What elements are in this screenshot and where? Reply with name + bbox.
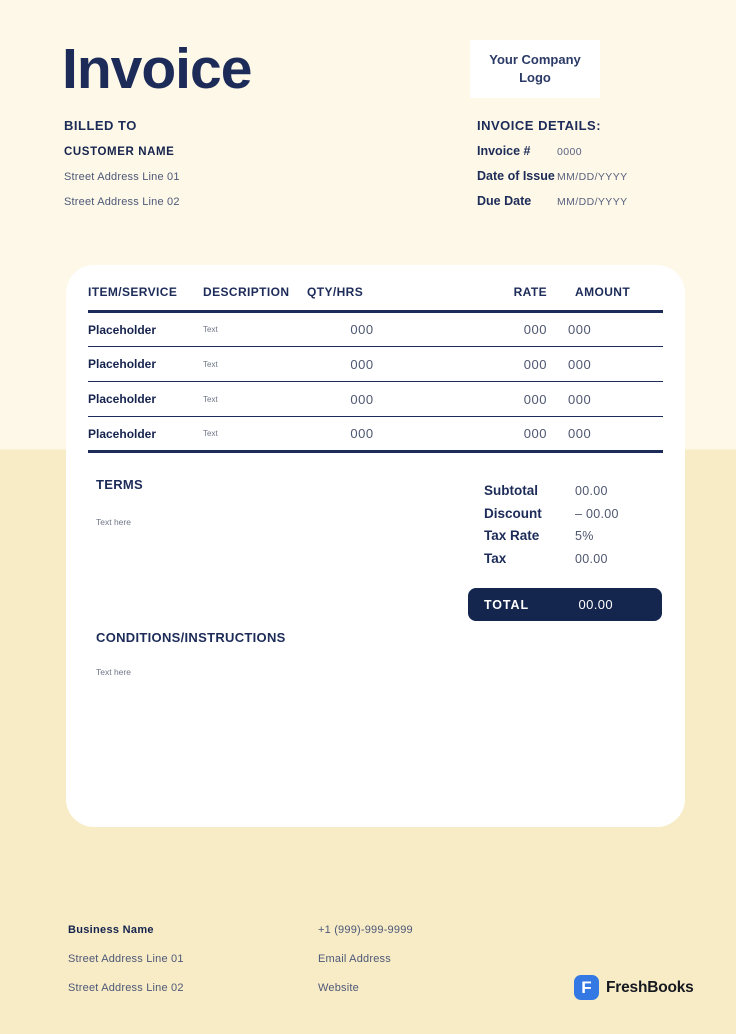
due-date-row: [477, 194, 628, 208]
table-row: [88, 417, 663, 452]
date-of-issue-label: Date of Issue: [477, 169, 555, 183]
table-row: [88, 347, 663, 382]
discount-value: – 00.00: [575, 506, 619, 521]
column-header-amount: AMOUNT: [547, 285, 663, 312]
totals-section: [484, 483, 674, 573]
item-qty-cell: 000: [307, 347, 417, 382]
tax-value: 00.00: [575, 551, 608, 566]
date-of-issue-value: MM/DD/YYYY: [557, 171, 628, 183]
subtotal-row: [484, 483, 674, 506]
item-qty-cell: 000: [307, 312, 417, 347]
footer-contact-info: [318, 924, 413, 1011]
item-amount-cell: 000: [547, 312, 663, 347]
tax-label: Tax: [484, 550, 507, 566]
conditions-section: [96, 630, 286, 677]
billed-to-heading: BILLED TO: [64, 118, 137, 133]
tax-row: [484, 551, 674, 574]
business-address-line2: Street Address Line 02: [68, 982, 184, 994]
item-amount-cell: 000: [547, 347, 663, 382]
invoice-number-label: Invoice #: [477, 144, 531, 158]
item-rate-cell: 000: [417, 312, 547, 347]
terms-section: [96, 477, 143, 527]
freshbooks-logo: [574, 975, 694, 1000]
table-row: [88, 382, 663, 417]
item-description-cell: Text: [203, 382, 307, 417]
company-logo-line1: Your Company: [489, 52, 581, 68]
column-header-description: DESCRIPTION: [203, 285, 307, 312]
item-description-cell: Text: [203, 312, 307, 347]
company-logo-line2: Logo: [519, 70, 551, 85]
business-email: Email Address: [318, 953, 391, 965]
customer-name: CUSTOMER NAME: [64, 146, 175, 158]
business-phone: +1 (999)-999-9999: [318, 924, 413, 936]
column-header-rate: RATE: [417, 285, 547, 312]
item-amount-cell: 000: [547, 417, 663, 452]
item-name-cell: Placeholder: [88, 312, 203, 347]
conditions-body: Text here: [96, 667, 131, 677]
terms-body: Text here: [96, 517, 131, 527]
conditions-heading: CONDITIONS/INSTRUCTIONS: [96, 630, 286, 645]
terms-heading: TERMS: [96, 477, 143, 492]
business-address-line1: Street Address Line 01: [68, 953, 184, 965]
invoice-number-row: [477, 144, 628, 158]
invoice-number-value: 0000: [557, 146, 582, 158]
discount-label: Discount: [484, 505, 542, 521]
invoice-card: [66, 265, 685, 827]
total-label: TOTAL: [484, 597, 530, 612]
freshbooks-logo-text: FreshBooks: [606, 978, 694, 996]
due-date-label: Due Date: [477, 194, 532, 208]
business-website: Website: [318, 982, 359, 994]
freshbooks-logo-icon: F: [574, 975, 599, 1000]
due-date-value: MM/DD/YYYY: [557, 196, 628, 208]
item-amount-cell: 000: [547, 382, 663, 417]
total-bar: [468, 588, 662, 621]
customer-address-line2: Street Address Line 02: [64, 196, 180, 208]
item-name-cell: Placeholder: [88, 417, 203, 452]
table-row: [88, 312, 663, 347]
table-header-row: [88, 285, 663, 312]
item-name-cell: Placeholder: [88, 382, 203, 417]
business-name: Business Name: [68, 924, 154, 936]
subtotal-label: Subtotal: [484, 483, 538, 498]
page-title: Invoice: [62, 37, 252, 101]
company-logo-placeholder: [470, 40, 600, 98]
item-description-cell: Text: [203, 417, 307, 452]
tax-rate-row: [484, 528, 674, 551]
column-header-qty-hrs: QTY/HRS: [307, 285, 417, 312]
tax-rate-label: Tax Rate: [484, 528, 540, 543]
item-description-cell: Text: [203, 347, 307, 382]
item-qty-cell: 000: [307, 417, 417, 452]
item-rate-cell: 000: [417, 347, 547, 382]
item-qty-cell: 000: [307, 382, 417, 417]
item-rate-cell: 000: [417, 382, 547, 417]
footer-business-info: [68, 924, 184, 1011]
item-rate-cell: 000: [417, 417, 547, 452]
date-of-issue-row: [477, 169, 628, 183]
line-items-table: [88, 285, 663, 453]
item-name-cell: Placeholder: [88, 347, 203, 382]
total-value: 00.00: [578, 597, 613, 612]
subtotal-value: 00.00: [575, 484, 608, 498]
customer-address-line1: Street Address Line 01: [64, 171, 180, 183]
billed-to-section: [64, 118, 180, 208]
invoice-details-heading: INVOICE DETAILS:: [477, 118, 602, 133]
column-header-item-service: ITEM/SERVICE: [88, 285, 203, 312]
invoice-details-section: [477, 118, 628, 208]
tax-rate-value: 5%: [575, 529, 594, 543]
discount-row: [484, 506, 674, 529]
